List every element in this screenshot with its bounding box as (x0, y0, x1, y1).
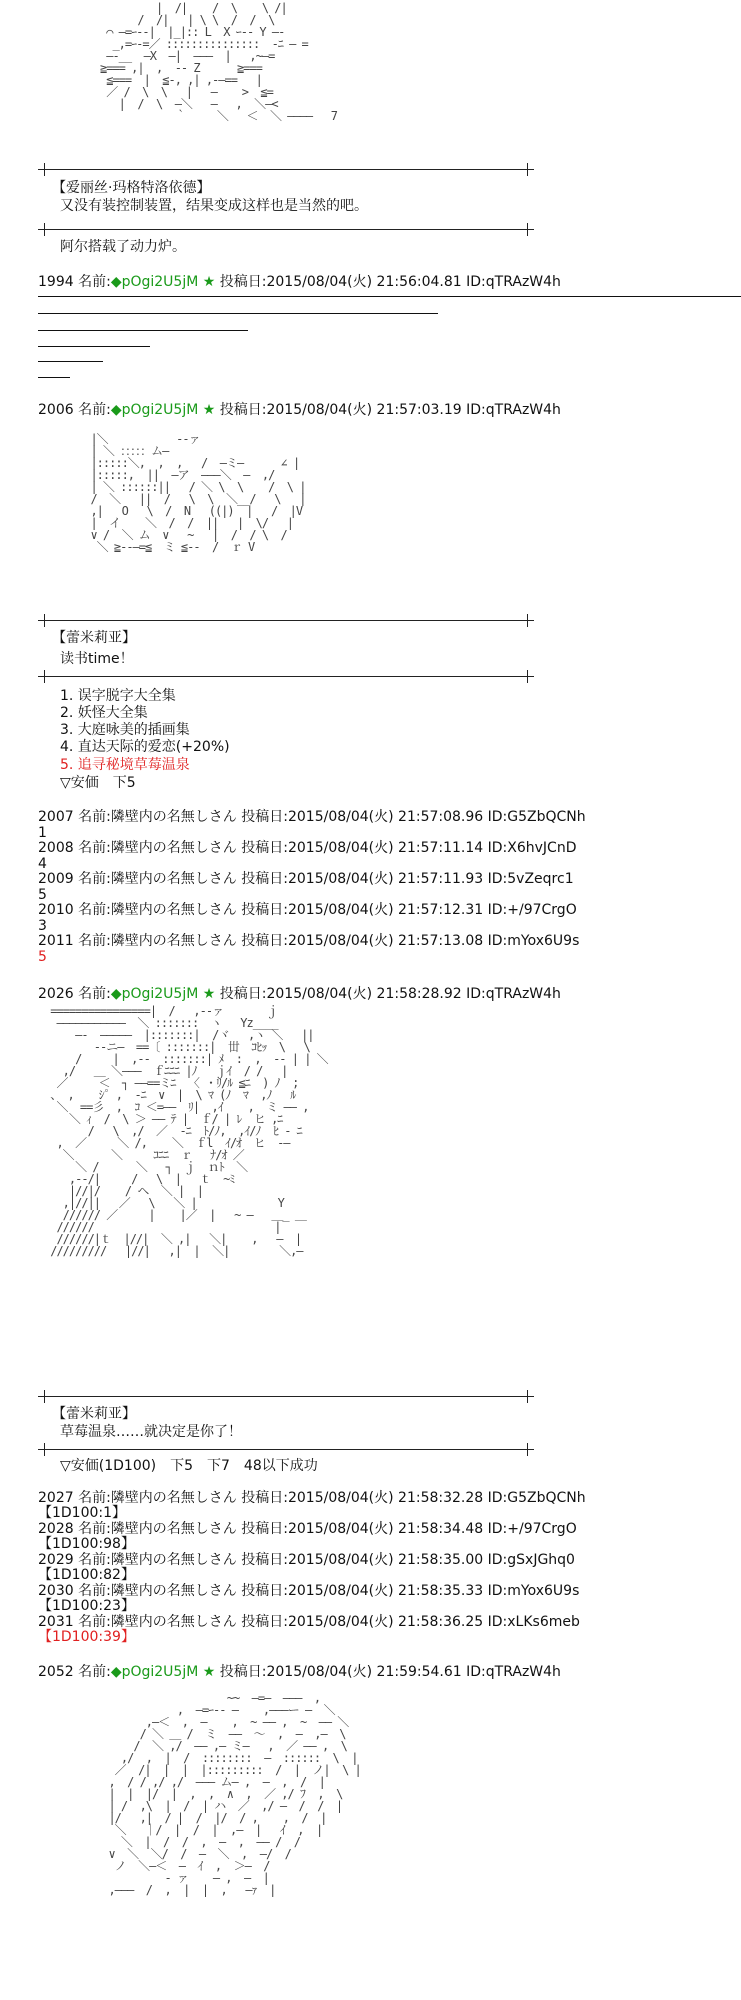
post-number: 2007 (38, 809, 74, 825)
divider-rule (38, 620, 534, 621)
option-item: 2. 妖怪大全集 (60, 705, 148, 721)
reply-body: 5 (38, 887, 47, 903)
dice-result: 【1D100:1】 (38, 1505, 127, 1521)
reply-header (38, 871, 574, 888)
name-prefix: 名前: (78, 402, 111, 418)
option-item: 3. 大庭咏美的插画集 (60, 722, 190, 738)
name-prefix: 名前: (78, 274, 111, 290)
divider-rule (38, 169, 534, 170)
option-item: 4. 直达天际的爱恋(+20%) (60, 739, 230, 755)
post-number: 2027 (38, 1490, 74, 1506)
post-number: 2030 (38, 1583, 74, 1599)
ascii-art-remilia: |＼ ‐-ァ | ＼ ：：：：：ム― |:::::＼, , , / ―ミ― ∠ | |:::::, || ―ア ―――＼ ― ,/ | ＼ ::::::|| / ＼ \ \ / \ | / ＼ || / \ \ ＼__/ \ | ,| O \ / N ((|) | / |V | イ ＼ / / || | \/ | ∨ / ＼ ム ∨ ~ | / / \ / ＼ ≧--―=≦ ミ ≦-- / ｒ V (90, 432, 306, 554)
tripcode: ◆pOgi2U5jM (110, 986, 199, 1002)
dice-result: 【1D100:39】 (38, 1629, 135, 1645)
option-item: 1. 误字脱字大全集 (60, 688, 176, 704)
tripcode: ◆pOgi2U5jM (110, 1664, 199, 1680)
reply-meta: 名前:隣壁内の名無しさん 投稿日:2015/08/04(火) 21:58:35.33 ID:mYox6U9s (78, 1583, 580, 1599)
tripcode: ◆pOgi2U5jM (110, 274, 199, 290)
post-number: 1994 (38, 274, 74, 290)
reply-header (38, 902, 577, 919)
narration-line: 阿尔搭载了动力炉。 (60, 239, 186, 255)
post-date: 投稿日:2015/08/04(火) 21:56:04.81 ID:qTRAzW4h (219, 274, 561, 290)
star-icon: ★ (202, 402, 216, 418)
separator-line (38, 313, 438, 314)
speaker-label: 【爱丽丝·玛格特洛依德】 (52, 180, 211, 196)
reply-meta: 名前:隣壁内の名無しさん 投稿日:2015/08/04(火) 21:57:11.14 ID:X6hvJCnD (78, 840, 577, 856)
dialogue-line: 又没有装控制装置，结果变成这样也是当然的吧。 (60, 198, 368, 214)
post-date: 投稿日:2015/08/04(火) 21:57:03.19 ID:qTRAzW4h (219, 402, 561, 418)
post-number: 2028 (38, 1521, 74, 1537)
reply-meta: 名前:隣壁内の名無しさん 投稿日:2015/08/04(火) 21:58:35.00 ID:gSxJGhq0 (78, 1552, 575, 1568)
separator-line (38, 346, 150, 347)
post-number: 2052 (38, 1664, 74, 1680)
anka-instruction: ▽安価(1D100) 下5 下7 48以下成功 (60, 1458, 318, 1474)
reply-meta: 名前:隣壁内の名無しさん 投稿日:2015/08/04(火) 21:58:36.25 ID:xLKs6meb (78, 1614, 580, 1630)
star-icon: ★ (202, 1664, 216, 1680)
dialogue-line: 读书time！ (60, 651, 134, 667)
post-date: 投稿日:2015/08/04(火) 21:58:28.92 ID:qTRAzW4h (219, 986, 561, 1002)
post-number: 2008 (38, 840, 74, 856)
post-number: 2006 (38, 402, 74, 418)
reply-meta: 名前:隣壁内の名無しさん 投稿日:2015/08/04(火) 21:57:08.96 ID:G5ZbQCNh (78, 809, 586, 825)
reply-body: 5 (38, 949, 47, 965)
reply-meta: 名前:隣壁内の名無しさん 投稿日:2015/08/04(火) 21:57:13.08 ID:mYox6U9s (78, 933, 580, 949)
reply-meta: 名前:隣壁内の名無しさん 投稿日:2015/08/04(火) 21:58:34.48 ID:+/97CrgO (78, 1521, 577, 1537)
reply-header (38, 933, 579, 950)
speaker-label: 【蕾米莉亚】 (52, 1406, 136, 1422)
dice-result: 【1D100:82】 (38, 1567, 135, 1583)
ascii-art-bottom: ~~ ―=― ――― , , ―=ｰ‐- ― ,―――ー ― ＼ ,―＜ , ― , ~ ―― , ~ ―― ＼ / ＼ ＿ / ミ ―― ～ , ― ,― \ / ＼ ,/ ―― ,― ミ― , ／ ―― , \ ,/ , | / :::::::: ― :::::: \ | ／ /| | | |::::::::: / | ノ| \ | , / / ,/ ,/ ――― ム― , ― , / | | | |/ | , , ∧ , ／ ,/ ﾌ , \ | / ,\ | / | ハ ／ ,/ ― / / | |/ ,| / | / |/ / , , / | ＼ ｜/ | / | ,― | ｲ , | ＼ | / / , ― , ―― / / ∨ ＼ ＼/ / ― ＼ , ―/ / ノ ＼―＜ ― ｲ , ＞― / ‐ ァ ― , ― | ,――― / , | | , ―ｧ | (108, 1691, 361, 1897)
reply-meta: 名前:隣壁内の名無しさん 投稿日:2015/08/04(火) 21:58:32.28 ID:G5ZbQCNh (78, 1490, 586, 1506)
post-header (38, 986, 561, 1003)
star-icon: ★ (202, 986, 216, 1002)
reply-body: 3 (38, 918, 47, 934)
name-prefix: 名前: (78, 986, 111, 1002)
post-date: 投稿日:2015/08/04(火) 21:59:54.61 ID:qTRAzW4h (219, 1664, 561, 1680)
tripcode: ◆pOgi2U5jM (110, 402, 199, 418)
dice-result: 【1D100:23】 (38, 1598, 135, 1614)
divider-rule (38, 676, 534, 677)
post-header (38, 1664, 561, 1681)
reply-meta: 名前:隣壁内の名無しさん 投稿日:2015/08/04(火) 21:57:12.31 ID:+/97CrgO (78, 902, 577, 918)
anka-instruction: ▽安価 下5 (60, 775, 136, 791)
separator-line (38, 296, 741, 297)
reply-body: 4 (38, 856, 47, 872)
dialogue-line: 草莓温泉……就决定是你了！ (60, 1424, 242, 1440)
divider-rule (38, 1396, 534, 1397)
post-header (38, 274, 561, 291)
dice-result: 【1D100:98】 (38, 1536, 135, 1552)
post-number: 2029 (38, 1552, 74, 1568)
post-number: 2009 (38, 871, 74, 887)
post-number: 2011 (38, 933, 74, 949)
name-prefix: 名前: (78, 1664, 111, 1680)
divider-rule (38, 229, 534, 230)
option-item-selected: 5. 追寻秘境草莓温泉 (60, 757, 190, 773)
star-icon: ★ (202, 274, 216, 290)
post-header (38, 402, 561, 419)
separator-line (38, 330, 248, 331)
ascii-art-top: | /| / \ \ /| / /| | \ \ / / \ ⌒ ―=ｰ--| |_|:: L X ｰ-- Y ―- _,=ｰ-=／ ::::::::::::::: ‐ﾆ ― = ―-__ ―X ―| ――― | ,~―= ≧=== ,| , ‐- Z ≧=== ≦=== | ≦-, ,| ,-―== | ／ / \ \ | ― > ≦= | / \ ―＼ ― , ＼―< ｀ ＼ ＜ ＼ ―――― 7 (100, 1, 337, 123)
separator-line (38, 361, 103, 362)
speaker-label: 【蕾米莉亚】 (52, 630, 136, 646)
post-number: 2031 (38, 1614, 74, 1630)
reply-header (38, 809, 586, 826)
divider-rule (38, 1449, 534, 1450)
post-number: 2026 (38, 986, 74, 1002)
separator-line (38, 377, 70, 378)
post-number: 2010 (38, 902, 74, 918)
ascii-art-remilia-large: ================| / ,--ァ ｊ ――――――――――― ＼ ::::::: ヽ Yz____ ―- ――――― |:::::::| /ヾ ,ヽ ＼ || ‐-ニ― ==〔 :::::::| 丗 ｺﾋｯ \ \ / | ,-- :::::::| ﾒ : , ‐‐ | | ＼ ,/ ＿ ＼――― ｆﾆﾆﾆ |ﾉ ｊｲ / / | ／ ＜ ┐ ――==ミﾆ 〈 ・ﾘ/ﾙ ≦ﾆ ) ﾉ ; 、 , ｼﾟ , ‐ﾆ ∨ | \ ﾏ (ﾉ ﾏ ,ﾉ ﾙ ＼ ==彡 , ｺ ＜=―― ﾘ| ,ｲ , ミ ―― , ＼ ｨ / \ ＞ ―― ﾃ | ｆ/ | ﾚ ヒ ,ﾆ / \ ,/ ／ ‐ﾆ ﾄ/ﾉ, ,ｲ/ﾉ ﾋ ‐ ﾆ , ／ ＼ /, ＼ ｆl ｲ/ｵ ヒ ‐― ＼ ＼ ｺﾆﾆ ｒ ﾅ/ｵ ／ ＼ / ＼ ┐ ｊ ｎﾄ ＼ ,--/| / \ | ｔ ~ﾐ |//|/ / ヘ ＼ | | ,|//|| ／ \ ＼ | Y ////// ／ | |／ | ~ ― ＿_ ＿ ////// | //////|ｔ |//| ＼ ,| ＼| , ― | ///////// |//| ,| | ＼| ＼,― (50, 1004, 328, 1258)
reply-body: 1 (38, 825, 47, 841)
reply-meta: 名前:隣壁内の名無しさん 投稿日:2015/08/04(火) 21:57:11.93 ID:5vZeqrc1 (78, 871, 574, 887)
reply-header (38, 840, 576, 857)
